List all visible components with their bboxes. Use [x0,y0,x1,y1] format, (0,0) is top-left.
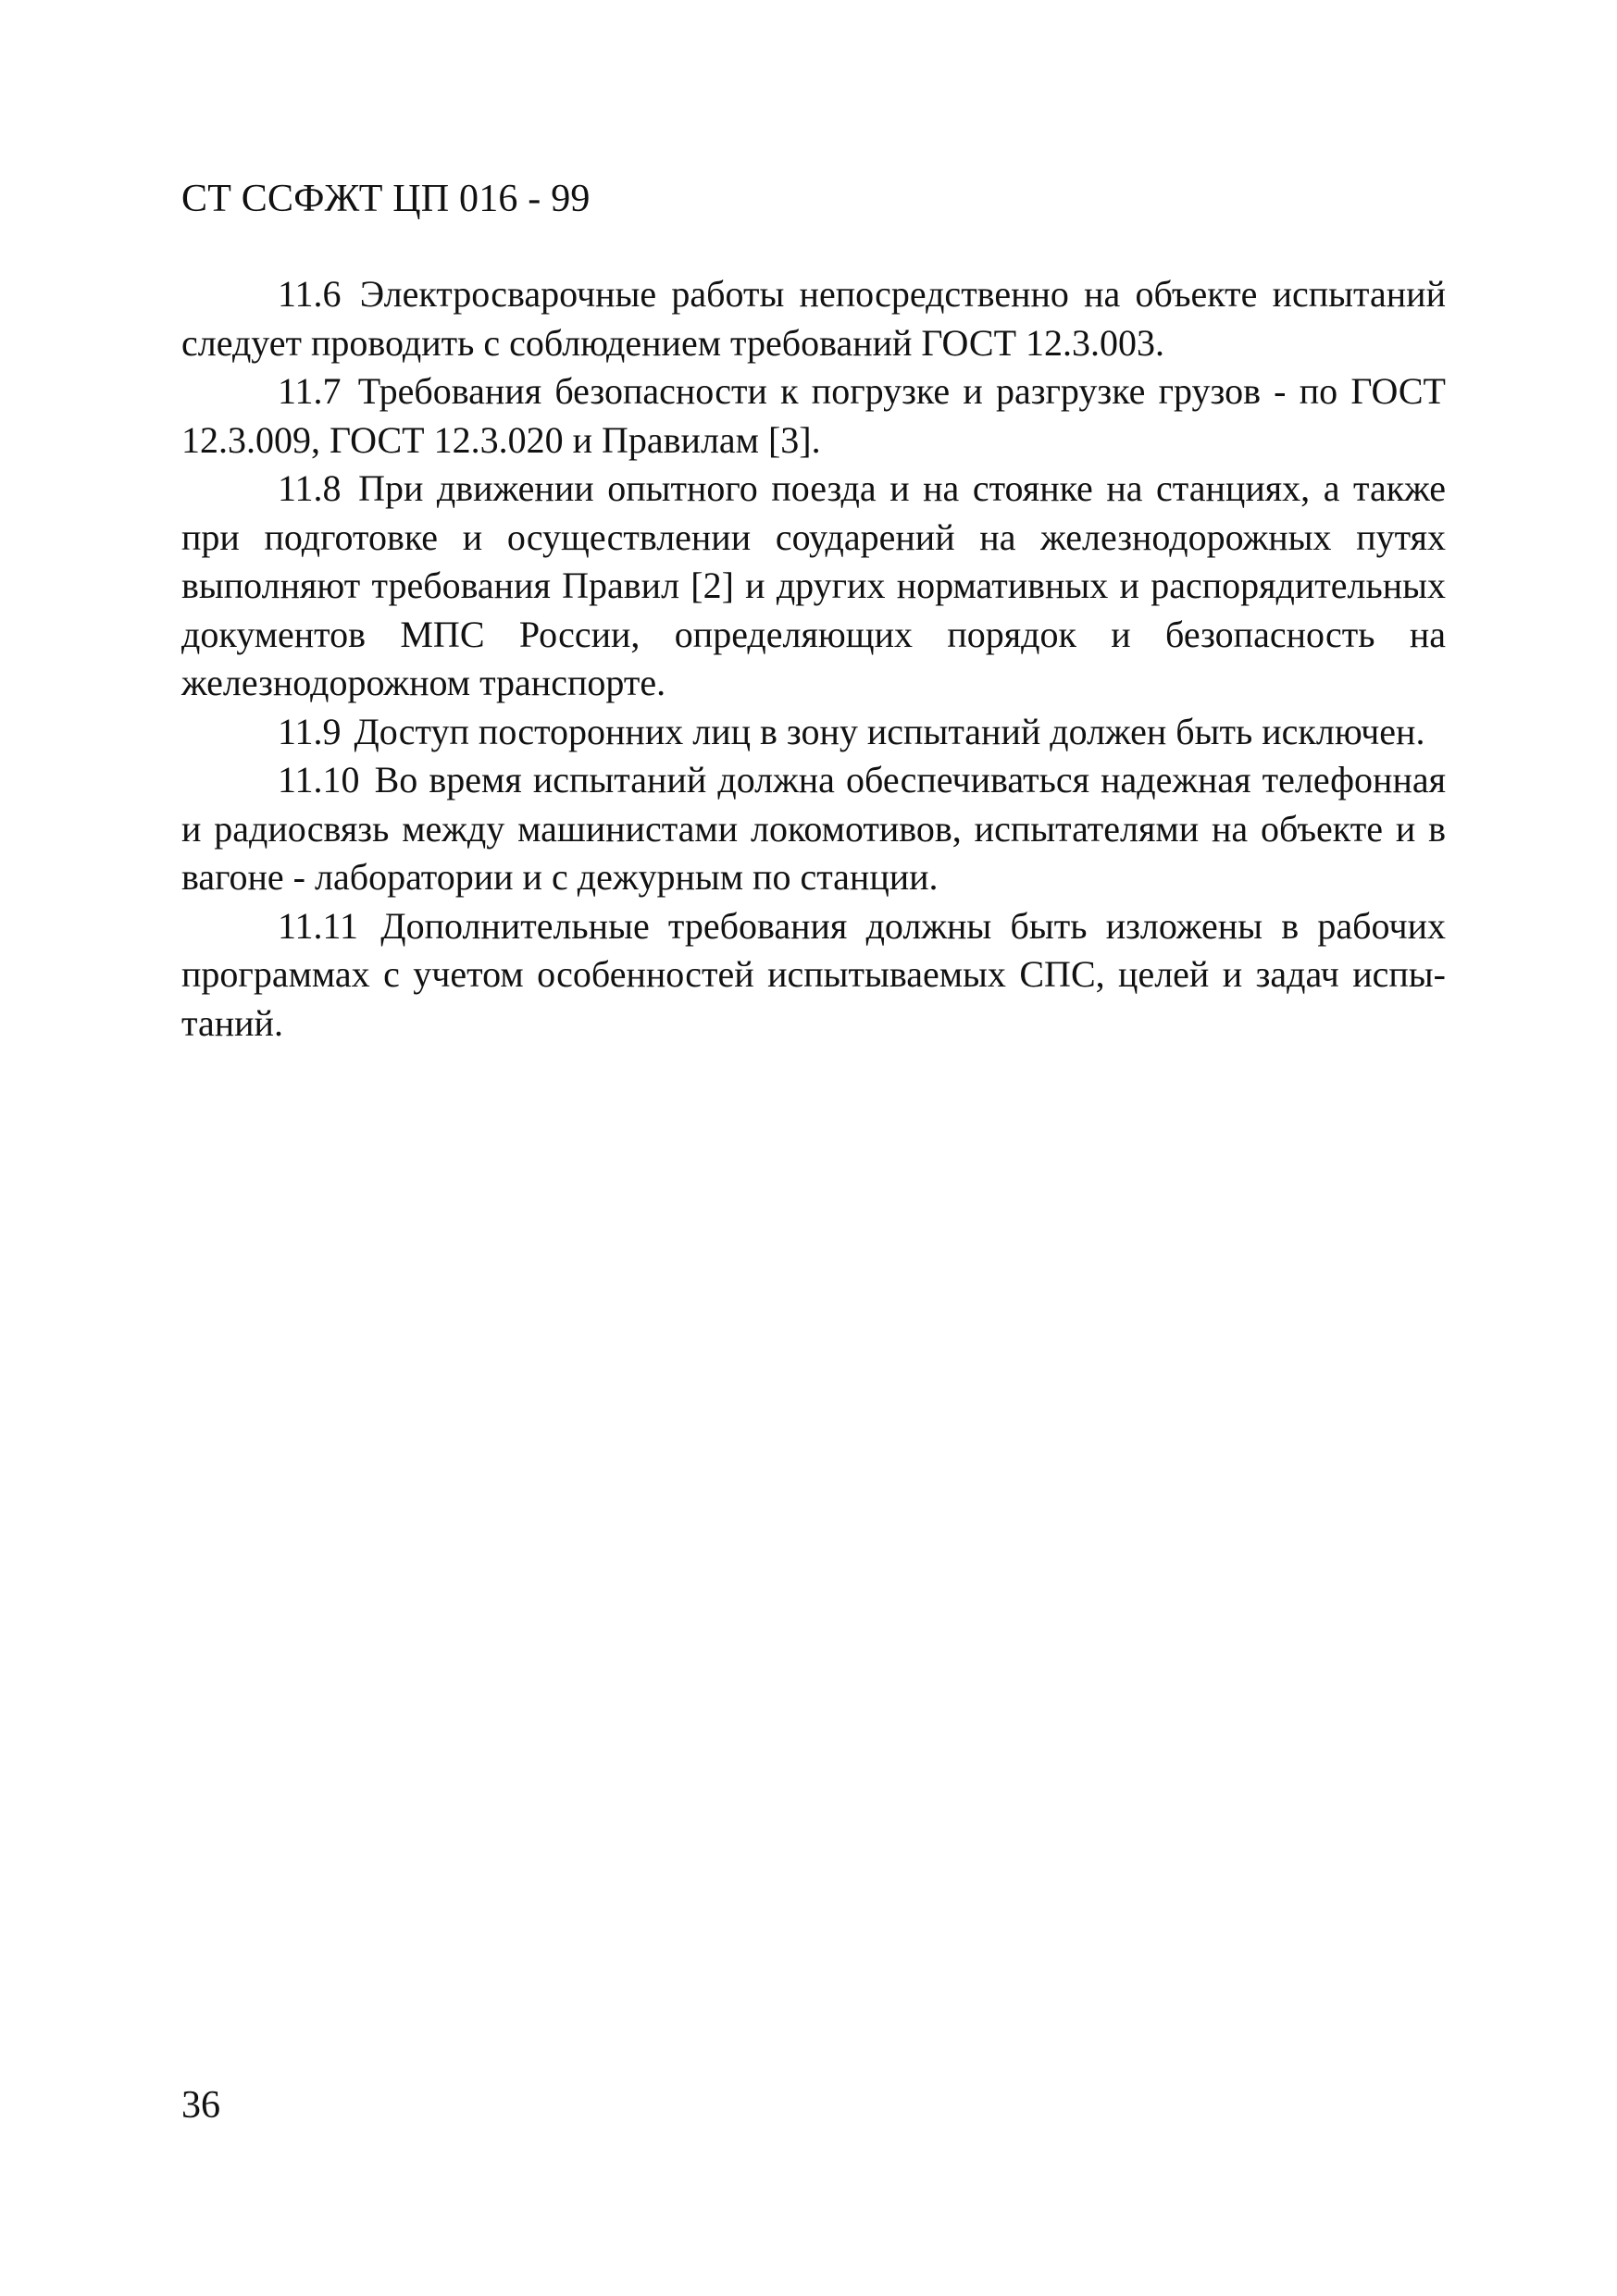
document-header: СТ ССФЖТ ЦП 016 - 99 [181,178,591,220]
clause-number: 11.7 [278,370,342,412]
clause-number: 11.11 [278,904,359,947]
document-body [181,270,1446,1048]
clause-number: 11.10 [278,759,360,800]
clause-number: 11.9 [278,710,342,752]
clause-11-10 [181,756,1446,902]
clause-11-6 [181,270,1446,367]
clause-text: Электросварочные работы непосредственно на объекте испытаний следует проводить с соблюдением требований ГОСТ 12.3.003. [181,273,1446,364]
clause-11-11 [181,902,1446,1049]
clause-text: Дополнительные требования должны быть изложены в рабочих программах с учетом особенностей испытываемых СПС, целей и задач испытаний. [181,904,1446,1044]
clause-text: При движении опытного поезда и на стоянке на станциях, а также при подготовке и осуществлении соударений на железнодорожных путях выполняют требования Правил [2] и других нормативных и распорядительных документов МПС России, определяющих порядок и безопасность на железнодорожном транспорте. [181,467,1447,703]
clause-text: Во время испытаний должна обеспечиваться надежная телефонная и радиосвязь между машинистами локомотивов, испытателями на объекте и в вагоне - лаборатории и с дежурным по станции. [181,759,1447,898]
page-number: 36 [181,2084,220,2127]
clause-11-8 [181,465,1446,708]
clause-11-9 [181,708,1446,757]
clause-text: Требования безопасности к погрузке и разгрузке грузов - по ГОСТ 12.3.009, ГОСТ 12.3.020 и Правилам [3]. [181,370,1446,461]
clause-number: 11.8 [278,467,342,509]
clause-number: 11.6 [278,273,342,315]
clause-text: Доступ посторонних лиц в зону испытаний должен быть исключен. [354,710,1425,752]
clause-11-7 [181,367,1446,465]
